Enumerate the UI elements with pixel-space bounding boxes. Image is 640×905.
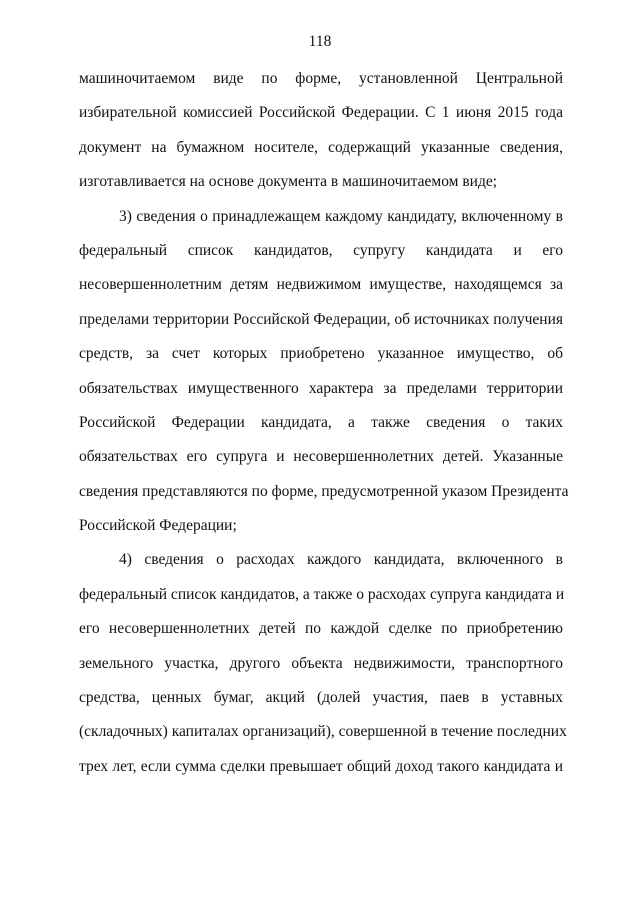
text-line: несовершеннолетним детям недвижимом имуществе, находящемся за	[79, 276, 563, 294]
paragraph-item-4	[79, 543, 567, 784]
text-line: обязательствах имущественного характера за пределами территории	[79, 379, 563, 397]
text-line: Российской Федерации;	[79, 517, 237, 535]
text-line: средств, за счет которых приобретено указанное имущество, об	[79, 345, 563, 363]
text-line: машиночитаемом виде по форме, установленной Центральной	[79, 70, 563, 87]
text-line: пределами территории Российской Федерации, об источниках получения	[79, 310, 563, 328]
text-line: сведения представляются по форме, предусмотренной указом Президента	[79, 482, 569, 500]
document-body	[79, 62, 569, 784]
text-line: трех лет, если сумма сделки превышает общий доход такого кандидата и	[79, 757, 563, 775]
text-line: 4) сведения о расходах каждого кандидата, включенного в	[119, 551, 563, 569]
text-line: документ на бумажном носителе, содержащий указанные сведения,	[79, 138, 563, 156]
text-line: изготавливается на основе документа в машиночитаемом виде;	[79, 173, 498, 191]
text-line: средства, ценных бумаг, акций (долей участия, паев в уставных	[79, 689, 563, 707]
page-number: 118	[308, 33, 332, 50]
text-line: обязательствах его супруга и несовершеннолетних детей. Указанные	[79, 448, 563, 466]
text-line: его несовершеннолетних детей по каждой сделке по приобретению	[79, 620, 563, 638]
text-line: земельного участка, другого объекта недвижимости, транспортного	[79, 654, 563, 672]
text-line: (складочных) капиталах организаций), совершенной в течение последних	[79, 723, 567, 741]
text-line: федеральный список кандидатов, супругу кандидата и его	[79, 241, 563, 259]
paragraph-continuation	[79, 62, 563, 200]
paragraph-item-3	[79, 200, 569, 544]
text-line: Российской Федерации кандидата, а также сведения о таких	[79, 413, 563, 431]
text-line: 3) сведения о принадлежащем каждому кандидату, включенному в	[119, 207, 563, 225]
text-line: федеральный список кандидатов, а также о расходах супруга кандидата и	[79, 585, 565, 603]
text-line: избирательной комиссией Российской Федерации. С 1 июня 2015 года	[79, 104, 563, 122]
